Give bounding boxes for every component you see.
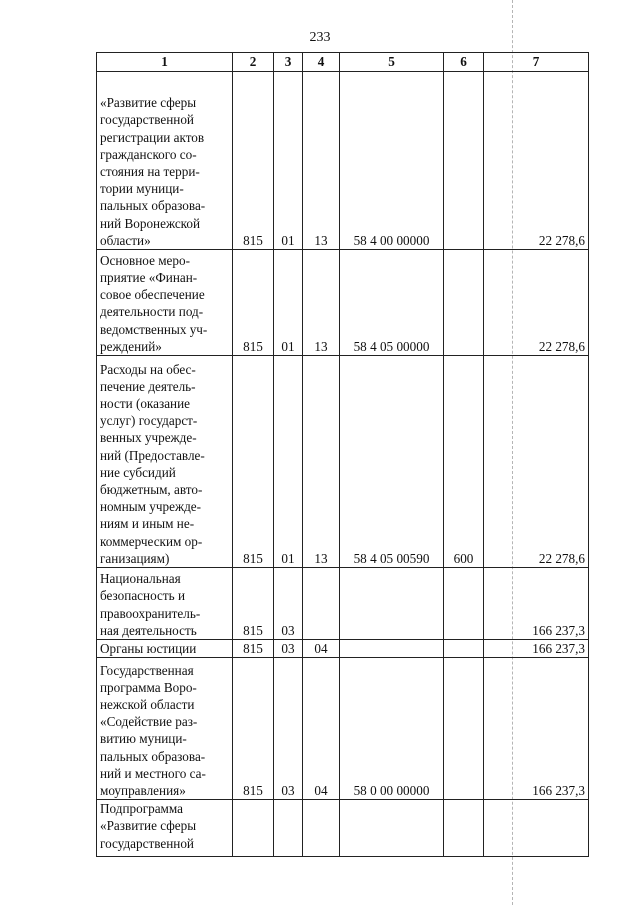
table-row <box>97 568 589 640</box>
table-row <box>97 356 589 568</box>
header-col-2: 2 <box>233 53 274 72</box>
cell-amount: 22 278,6 <box>484 72 589 250</box>
cell-expense-type <box>444 72 484 250</box>
cell-amount: 22 278,6 <box>484 356 589 568</box>
cell-code: 815 <box>233 250 274 356</box>
header-col-4: 4 <box>303 53 340 72</box>
header-col-1: 1 <box>97 53 233 72</box>
table-header-row <box>97 53 589 72</box>
cell-subsection: 13 <box>303 72 340 250</box>
cell-expense-type: 600 <box>444 356 484 568</box>
cell-section: 01 <box>274 356 303 568</box>
cell-target-article <box>340 800 444 857</box>
header-col-7: 7 <box>484 53 589 72</box>
cell-target-article: 58 4 00 00000 <box>340 72 444 250</box>
cell-subsection: 04 <box>303 658 340 800</box>
cell-target-article: 58 4 05 00590 <box>340 356 444 568</box>
cell-expense-type <box>444 250 484 356</box>
cell-code: 815 <box>233 72 274 250</box>
row-name: «Развитие сферы государственной регистрации актов гражданского со- стояния на терри- тории муници- пальных образова- ний Воронежской области» <box>97 72 233 250</box>
row-name: Расходы на обес- печение деятель- ности (оказание услуг) государст- венных учрежде- ний (Предоставле- ние субсидий бюджетным, авто- номным учрежде- ниям и иным не- коммерческим ор- ганизациям) <box>97 356 233 568</box>
cell-section: 03 <box>274 568 303 640</box>
cell-target-article <box>340 640 444 658</box>
cell-subsection <box>303 800 340 857</box>
table-row <box>97 250 589 356</box>
cell-code <box>233 800 274 857</box>
table-row <box>97 800 589 857</box>
cell-section: 01 <box>274 72 303 250</box>
cell-amount <box>484 800 589 857</box>
cell-amount: 166 237,3 <box>484 640 589 658</box>
header-col-3: 3 <box>274 53 303 72</box>
page-number: 233 <box>309 30 331 45</box>
cell-subsection: 13 <box>303 250 340 356</box>
cell-amount: 166 237,3 <box>484 568 589 640</box>
budget-table <box>96 52 589 857</box>
cell-section <box>274 800 303 857</box>
cell-section: 03 <box>274 658 303 800</box>
table-row <box>97 72 589 250</box>
header-col-6: 6 <box>444 53 484 72</box>
cell-section: 01 <box>274 250 303 356</box>
cell-target-article: 58 4 05 00000 <box>340 250 444 356</box>
table-row <box>97 640 589 658</box>
table-row <box>97 658 589 800</box>
cell-subsection: 04 <box>303 640 340 658</box>
cell-code: 815 <box>233 568 274 640</box>
cell-expense-type <box>444 800 484 857</box>
cell-amount: 166 237,3 <box>484 658 589 800</box>
cell-code: 815 <box>233 356 274 568</box>
row-name: Национальная безопасность и правоохранитель- ная деятельность <box>97 568 233 640</box>
row-name: Органы юстиции <box>97 640 233 658</box>
row-name: Государственная программа Воро- нежской области «Содействие раз- витию муници- пальных образова- ний и местного са- моуправления» <box>97 658 233 800</box>
cell-code: 815 <box>233 658 274 800</box>
cell-section: 03 <box>274 640 303 658</box>
cell-subsection: 13 <box>303 356 340 568</box>
cell-code: 815 <box>233 640 274 658</box>
cell-expense-type <box>444 568 484 640</box>
cell-target-article: 58 0 00 00000 <box>340 658 444 800</box>
cell-target-article <box>340 568 444 640</box>
cell-expense-type <box>444 658 484 800</box>
row-name: Подпрограмма «Развитие сферы государственной <box>97 800 233 857</box>
cell-expense-type <box>444 640 484 658</box>
row-name: Основное меро- приятие «Финан- совое обеспечение деятельности под- ведомственных уч- реждений» <box>97 250 233 356</box>
cell-amount: 22 278,6 <box>484 250 589 356</box>
cell-subsection <box>303 568 340 640</box>
header-col-5: 5 <box>340 53 444 72</box>
